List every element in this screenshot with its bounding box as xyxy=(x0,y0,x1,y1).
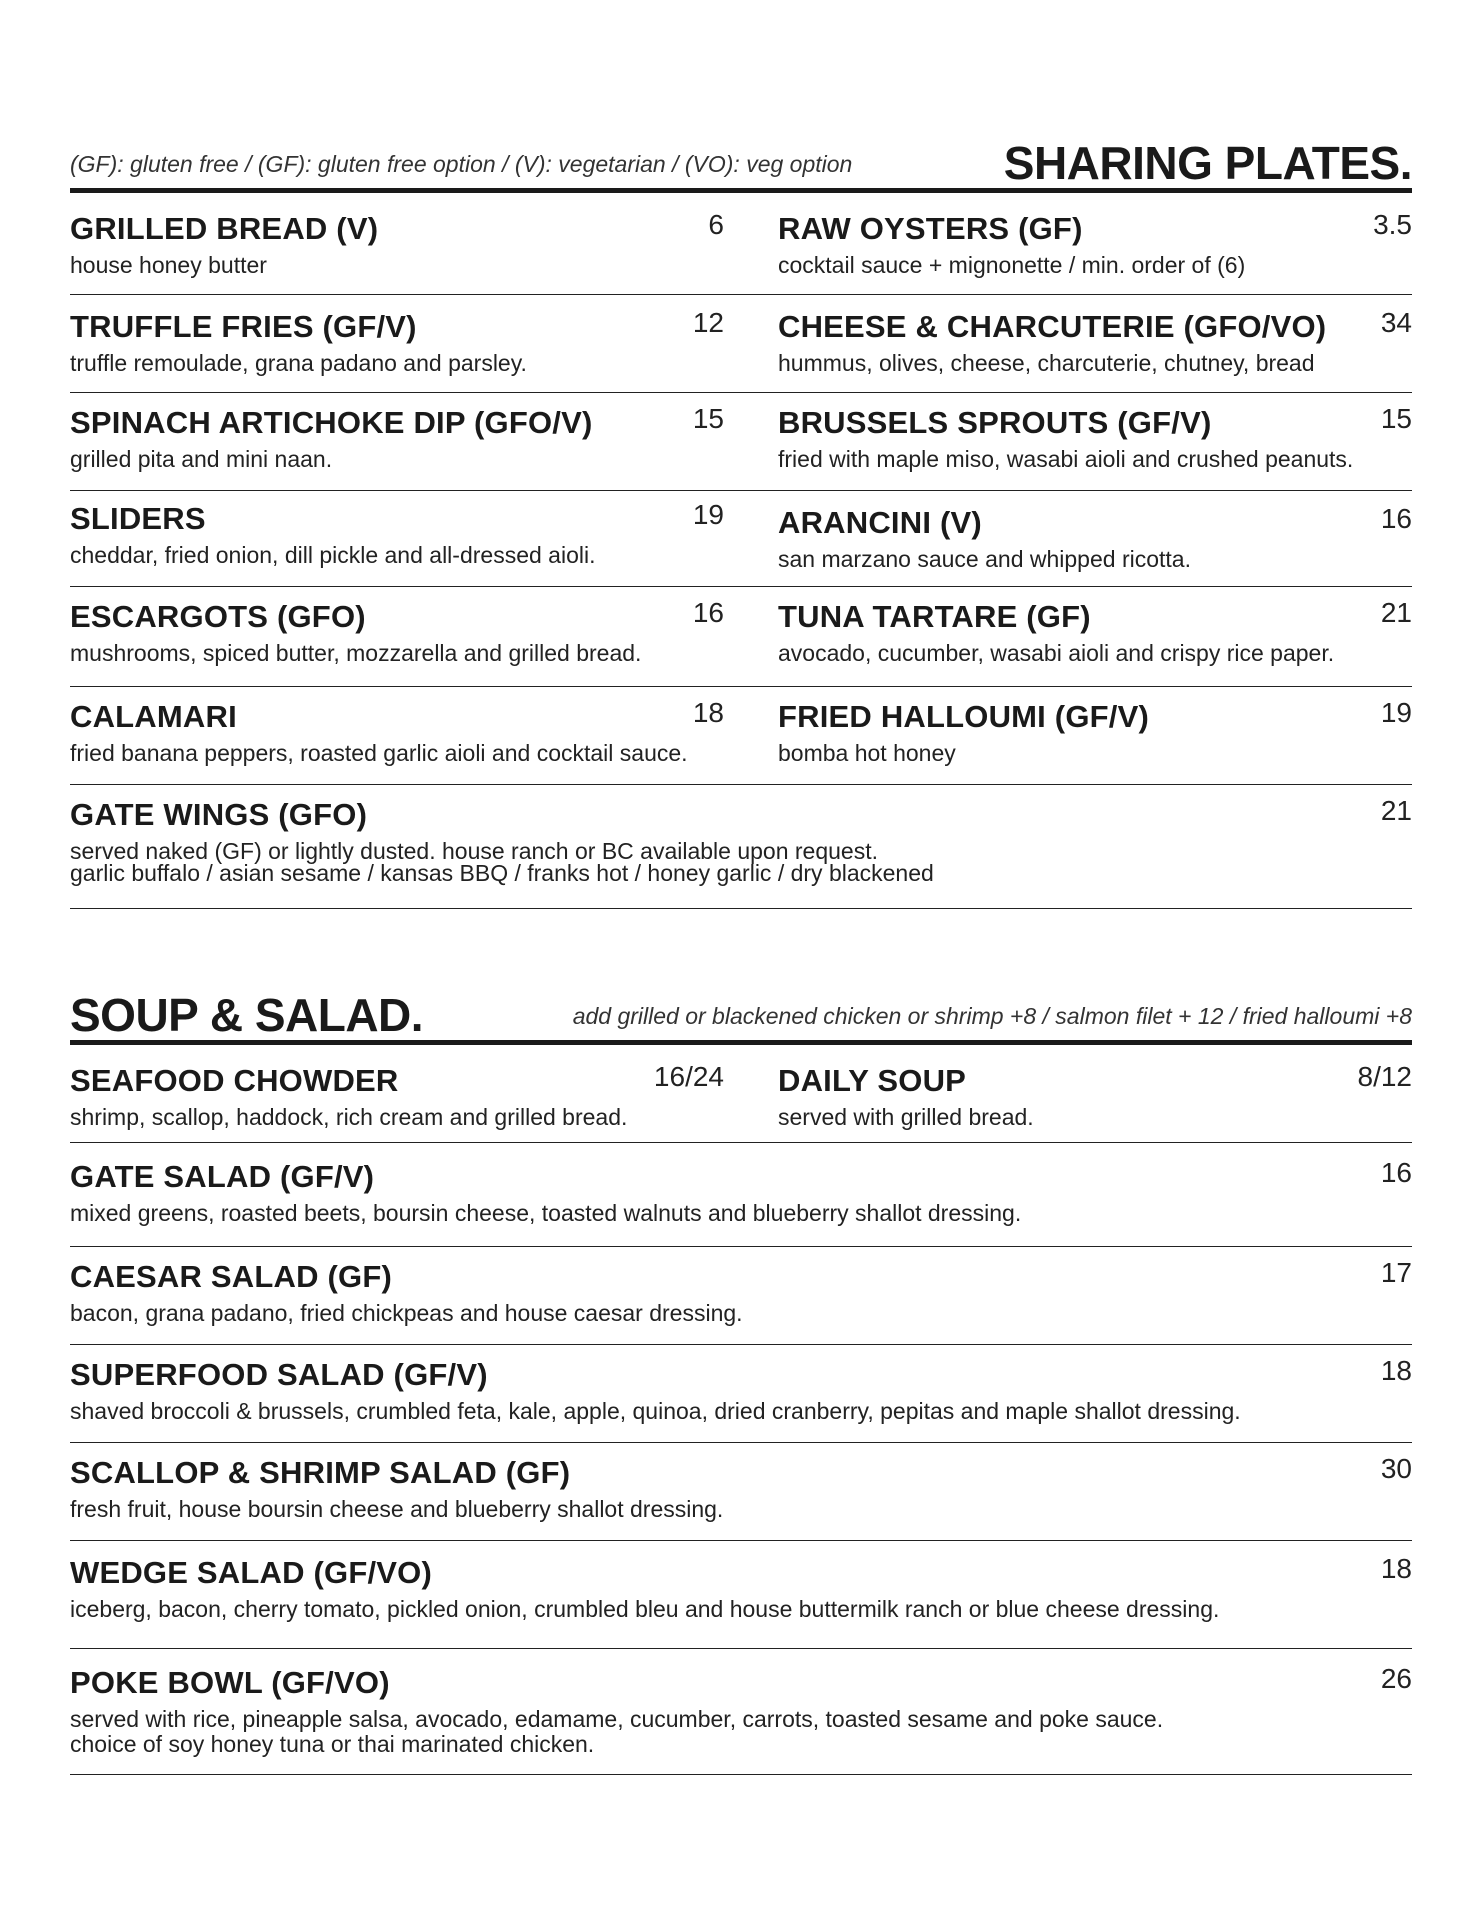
item-description: truffle remoulade, grana padano and parsley. xyxy=(70,350,527,376)
item-name: TUNA TARTARE (GF) xyxy=(778,599,1091,634)
item-description: bomba hot honey xyxy=(778,740,956,766)
item-name: DAILY SOUP xyxy=(778,1063,967,1098)
item-description: shaved broccoli & brussels, crumbled feta, kale, apple, quinoa, dried cranberry, pepitas and maple shallot dressing. xyxy=(70,1398,1241,1424)
dietary-legend: (GF): gluten free / (GF): gluten free option / (V): vegetarian / (VO): veg option xyxy=(70,151,853,177)
item-price: 8/12 xyxy=(1357,1061,1412,1092)
item-name: SLIDERS xyxy=(70,501,206,536)
item-description: house honey butter xyxy=(70,252,267,278)
item-name: GRILLED BREAD (V) xyxy=(70,211,379,246)
item-name: RAW OYSTERS (GF) xyxy=(778,211,1083,246)
item-price: 18 xyxy=(1380,1355,1412,1386)
item-description: mushrooms, spiced butter, mozzarella and grilled bread. xyxy=(70,640,642,666)
menu-row xyxy=(70,1453,1412,1541)
item-name: CALAMARI xyxy=(70,699,237,734)
item-name: ESCARGOTS (GFO) xyxy=(70,599,366,634)
item-description: fresh fruit, house boursin cheese and blueberry shallot dressing. xyxy=(70,1496,724,1522)
item-flavours: garlic buffalo / asian sesame / kansas BBQ / franks hot / honey garlic / dry blackened xyxy=(70,860,934,886)
item-price: 16 xyxy=(1380,503,1412,534)
menu-row xyxy=(70,697,1412,785)
menu-row xyxy=(70,597,1412,687)
item-description: fried with maple miso, wasabi aioli and crushed peanuts. xyxy=(778,446,1354,472)
item-price: 19 xyxy=(692,499,724,530)
item-description: avocado, cucumber, wasabi aioli and crispy rice paper. xyxy=(778,640,1335,666)
item-name: SEAFOOD CHOWDER xyxy=(70,1063,399,1098)
item-description: served naked (GF) or lightly dusted. house ranch or BC available upon request. xyxy=(70,838,878,864)
item-name: BRUSSELS SPROUTS (GF/V) xyxy=(778,405,1212,440)
item-name: ARANCINI (V) xyxy=(778,505,982,540)
item-name: SCALLOP & SHRIMP SALAD (GF) xyxy=(70,1455,571,1490)
item-price: 18 xyxy=(692,697,724,728)
item-name: POKE BOWL (GF/VO) xyxy=(70,1665,390,1700)
item-description: san marzano sauce and whipped ricotta. xyxy=(778,546,1191,572)
item-price: 19 xyxy=(1380,697,1412,728)
item-price: 34 xyxy=(1380,307,1412,338)
item-price: 6 xyxy=(708,209,724,240)
item-description: grilled pita and mini naan. xyxy=(70,446,333,472)
menu-row xyxy=(70,1257,1412,1345)
menu-row xyxy=(70,499,1412,587)
item-price: 26 xyxy=(1380,1663,1412,1694)
item-description: shrimp, scallop, haddock, rich cream and grilled bread. xyxy=(70,1104,628,1130)
item-description: cocktail sauce + mignonette / min. order of (6) xyxy=(778,252,1246,278)
menu-row xyxy=(70,403,1412,491)
item-price: 15 xyxy=(1380,403,1412,434)
item-description: served with rice, pineapple salsa, avocado, edamame, cucumber, carrots, toasted sesame and poke sauce. xyxy=(70,1706,1164,1732)
item-choice-note: choice of soy honey tuna or thai marinated chicken. xyxy=(70,1731,595,1757)
item-description: iceberg, bacon, cherry tomato, pickled onion, crumbled bleu and house buttermilk ranch or blue cheese dressing. xyxy=(70,1596,1220,1622)
item-price: 21 xyxy=(1380,795,1412,826)
item-price: 30 xyxy=(1380,1453,1412,1484)
item-price: 16 xyxy=(1380,1157,1412,1188)
sharing-plates-title: SHARING PLATES. xyxy=(1003,137,1412,189)
item-description: hummus, olives, cheese, charcuterie, chutney, bread xyxy=(778,350,1315,376)
item-price: 18 xyxy=(1380,1553,1412,1584)
item-price: 17 xyxy=(1380,1257,1412,1288)
item-name: SUPERFOOD SALAD (GF/V) xyxy=(70,1357,488,1392)
item-name: SPINACH ARTICHOKE DIP (GFO/V) xyxy=(70,405,593,440)
item-price: 15 xyxy=(692,403,724,434)
add-protein-note: add grilled or blackened chicken or shrimp +8 / salmon filet + 12 / fried halloumi +8 xyxy=(572,1003,1412,1029)
item-description: bacon, grana padano, fried chickpeas and house caesar dressing. xyxy=(70,1300,743,1326)
item-price: 21 xyxy=(1380,597,1412,628)
item-name: WEDGE SALAD (GF/VO) xyxy=(70,1555,433,1590)
menu-row xyxy=(70,209,1412,295)
item-price: 3.5 xyxy=(1373,209,1412,240)
menu-row xyxy=(70,1553,1412,1649)
menu-row xyxy=(70,307,1412,393)
menu-row xyxy=(70,795,1412,909)
menu-row xyxy=(70,1061,1412,1143)
item-name: CAESAR SALAD (GF) xyxy=(70,1259,392,1294)
soup-salad-header xyxy=(70,990,1412,1045)
menu-row xyxy=(70,1355,1412,1443)
item-name: FRIED HALLOUMI (GF/V) xyxy=(778,699,1149,734)
menu-row xyxy=(70,1157,1412,1247)
item-name: TRUFFLE FRIES (GF/V) xyxy=(70,309,417,344)
item-name: GATE WINGS (GFO) xyxy=(70,797,368,832)
item-description: mixed greens, roasted beets, boursin cheese, toasted walnuts and blueberry shallot dressing. xyxy=(70,1200,1022,1226)
item-description: served with grilled bread. xyxy=(778,1104,1034,1130)
soup-salad-title: SOUP & SALAD. xyxy=(70,989,424,1041)
item-price: 16 xyxy=(692,597,724,628)
item-name: GATE SALAD (GF/V) xyxy=(70,1159,375,1194)
item-price: 12 xyxy=(692,307,724,338)
sharing-plates-header xyxy=(70,137,1412,193)
item-description: cheddar, fried onion, dill pickle and all-dressed aioli. xyxy=(70,542,596,568)
item-price: 16/24 xyxy=(653,1061,724,1092)
item-description: fried banana peppers, roasted garlic aioli and cocktail sauce. xyxy=(70,740,688,766)
item-name: CHEESE & CHARCUTERIE (GFO/VO) xyxy=(778,309,1327,344)
menu-page xyxy=(70,0,1412,1920)
menu-row xyxy=(70,1663,1412,1775)
